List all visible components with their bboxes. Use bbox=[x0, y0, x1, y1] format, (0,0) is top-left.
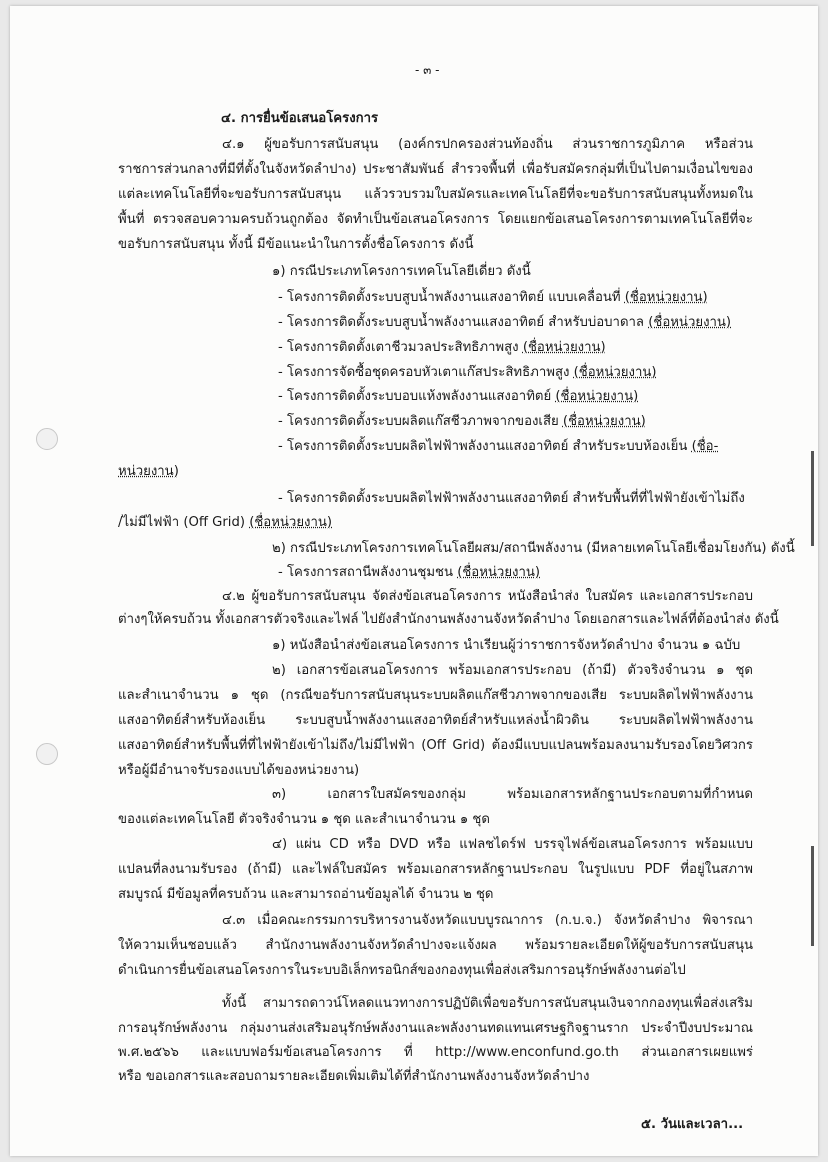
case-heading: ๑) กรณีประเภทโครงการเทคโนโลยีเดี่ยว ดังนี้ bbox=[272, 264, 531, 279]
case-heading: ๒) กรณีประเภทโครงการเทคโนโลยีผสม/สถานีพลังงาน (มีหลายเทคโนโลยีเชื่อมโยงกัน) ดังนี้ bbox=[272, 541, 795, 556]
agency-placeholder: (ชื่อหน่วยงาน) bbox=[457, 565, 541, 580]
paragraph-line: แต่ละเทคโนโลยีที่จะขอรับการสนับสนุน แล้วรวบรวมใบสมัครและเทคโนโลยีที่จะขอรับการสนับสนุนทั้งหมดใน bbox=[118, 187, 753, 202]
paragraph-line: และสำเนาจำนวน ๑ ชุด (กรณีขอรับการสนับสนุนระบบผลิตแก๊สชีวภาพจากของเสีย ระบบผลิตไฟฟ้าพลังงาน bbox=[118, 688, 753, 703]
continuation-marker: ๕. วันและเวลา... bbox=[641, 1117, 744, 1132]
project-item: - โครงการติดตั้งระบบสูบน้ำพลังงานแสงอาทิตย์ สำหรับบ่อบาดาล (ชื่อหน่วยงาน) bbox=[278, 315, 732, 330]
agency-placeholder: หน่วยงาน) bbox=[118, 464, 179, 479]
paragraph-line: ของแต่ละเทคโนโลยี ตัวจริงจำนวน ๑ ชุด และสำเนาจำนวน ๑ ชุด bbox=[118, 812, 490, 827]
paragraph-line: ราชการส่วนกลางที่มีที่ตั้งในจังหวัดลำปาง) ประชาสัมพันธ์ สำรวจพื้นที่ เพื่อรับสมัครกลุ่มที่เป็นไปตามเงื่อนไขของ bbox=[118, 162, 753, 177]
punch-hole bbox=[36, 743, 58, 765]
project-item: - โครงการจัดซื้อชุดครอบหัวเตาแก๊สประสิทธิภาพสูง (ชื่อหน่วยงาน) bbox=[278, 365, 657, 380]
paragraph-line: ต่างๆให้ครบถ้วน ทั้งเอกสารตัวจริงและไฟล์ ไปยังสำนักงานพลังงานจังหวัดลำปาง โดยเอกสารและไฟล์ที่ต้องนำส่ง ดังนี้ bbox=[118, 612, 779, 627]
paragraph-line: หรือผู้มีอำนาจรับรองแบบได้ของหน่วยงาน) bbox=[118, 763, 360, 778]
project-item: - โครงการติดตั้งระบบอบแห้งพลังงานแสงอาทิตย์ (ชื่อหน่วยงาน) bbox=[278, 389, 639, 404]
project-item: - โครงการติดตั้งระบบสูบน้ำพลังงานแสงอาทิตย์ แบบเคลื่อนที่ (ชื่อหน่วยงาน) bbox=[278, 290, 708, 305]
project-item-continued: /ไม่มีไฟฟ้า (Off Grid) (ชื่อหน่วยงาน) bbox=[118, 515, 333, 530]
paragraph-line: พ.ศ.๒๕๖๖ และแบบฟอร์มข้อเสนอโครงการ ที่ http://www.enconfund.go.th ส่วนเอกสารเผยแพร่ bbox=[118, 1045, 753, 1060]
paragraph-line: แสงอาทิตย์สำหรับห้องเย็น ระบบสูบน้ำพลังงานแสงอาทิตย์สำหรับแหล่งน้ำผิวดิน ระบบผลิตไฟฟ้าพลังงาน bbox=[118, 713, 753, 728]
scan-edge-mark bbox=[811, 846, 814, 946]
agency-placeholder: (ชื่อหน่วยงาน) bbox=[522, 340, 606, 355]
project-item: - โครงการติดตั้งเตาชีวมวลประสิทธิภาพสูง (ชื่อหน่วยงาน) bbox=[278, 340, 606, 355]
paragraph-line: แสงอาทิตย์สำหรับพื้นที่ที่ไฟฟ้ายังเข้าไม่ถึง/ไม่มีไฟฟ้า (Off Grid) ต้องมีแบบแปลนพร้อมลงนามรับรองโดยวิศวกร bbox=[118, 738, 753, 753]
project-item: - โครงการติดตั้งระบบผลิตแก๊สชีวภาพจากของเสีย (ชื่อหน่วยงาน) bbox=[278, 414, 646, 429]
document-item: ๓) เอกสารใบสมัครของกลุ่ม พร้อมเอกสารหลักฐานประกอบตามที่กำหนด bbox=[272, 787, 753, 802]
paragraph-line: สมบูรณ์ มีข้อมูลที่ครบถ้วน และสามารถอ่านข้อมูลได้ จำนวน ๒ ชุด bbox=[118, 887, 494, 902]
project-item: - โครงการติดตั้งระบบผลิตไฟฟ้าพลังงานแสงอาทิตย์ สำหรับระบบห้องเย็น (ชื่อ- bbox=[278, 439, 719, 454]
paragraph-line: ขอรับการสนับสนุน ทั้งนี้ มีข้อแนะนำในการตั้งชื่อโครงการ ดังนี้ bbox=[118, 237, 474, 252]
document-item: ๔) แผ่น CD หรือ DVD หรือ แฟลชไดร์ฟ บรรจุไฟล์ข้อเสนอโครงการ พร้อมแบบ bbox=[272, 837, 753, 852]
paragraph-line: ๔.๑ ผู้ขอรับการสนับสนุน (องค์กรปกครองส่วนท้องถิ่น ส่วนราชการภูมิภาค หรือส่วน bbox=[222, 137, 753, 152]
paragraph-line: การอนุรักษ์พลังงาน กลุ่มงานส่งเสริมอนุรักษ์พลังงานและพลังงานทดแทนเศรษฐกิจฐานราก ประจำปีงบประมาณ bbox=[118, 1021, 753, 1036]
page-number: - ๓ - bbox=[415, 63, 440, 77]
project-item: - โครงการติดตั้งระบบผลิตไฟฟ้าพลังงานแสงอาทิตย์ สำหรับพื้นที่ที่ไฟฟ้ายังเข้าไม่ถึง bbox=[278, 491, 745, 506]
paragraph-line: ดำเนินการยื่นข้อเสนอโครงการในระบบอิเล็กทรอนิกส์ของกองทุนเพื่อส่งเสริมการอนุรักษ์พลังงานต่อไป bbox=[118, 963, 686, 978]
paragraph-line: พื้นที่ ตรวจสอบความครบถ้วนถูกต้อง จัดทำเป็นข้อเสนอโครงการ โดยแยกข้อเสนอโครงการตามเทคโนโลยีที่จะ bbox=[118, 212, 753, 227]
document-page bbox=[10, 6, 818, 1156]
paragraph-line: หรือ ขอเอกสารและสอบถามรายละเอียดเพิ่มเติมได้ที่สำนักงานพลังงานจังหวัดลำปาง bbox=[118, 1069, 590, 1084]
document-item: ๑) หนังสือนำส่งข้อเสนอโครงการ นำเรียนผู้ว่าราชการจังหวัดลำปาง จำนวน ๑ ฉบับ bbox=[272, 638, 741, 653]
agency-placeholder: (ชื่อหน่วยงาน) bbox=[624, 290, 708, 305]
paragraph-line: ๔.๒ ผู้ขอรับการสนับสนุน จัดส่งข้อเสนอโครงการ หนังสือนำส่ง ใบสมัคร และเอกสารประกอบ bbox=[222, 589, 753, 604]
agency-placeholder: (ชื่อหน่วยงาน) bbox=[249, 515, 333, 530]
scan-edge-mark bbox=[811, 451, 814, 546]
paragraph-line: ๔.๓ เมื่อคณะกรรมการบริหารงานจังหวัดแบบบูรณาการ (ก.บ.จ.) จังหวัดลำปาง พิจารณา bbox=[222, 913, 753, 928]
agency-placeholder: (ชื่อ- bbox=[691, 439, 719, 454]
project-item: - โครงการสถานีพลังงานชุมชน (ชื่อหน่วยงาน) bbox=[278, 565, 541, 580]
agency-placeholder: (ชื่อหน่วยงาน) bbox=[562, 414, 646, 429]
document-item: ๒) เอกสารข้อเสนอโครงการ พร้อมเอกสารประกอบ (ถ้ามี) ตัวจริงจำนวน ๑ ชุด bbox=[272, 663, 753, 678]
section-heading: ๔. การยื่นข้อเสนอโครงการ bbox=[221, 111, 379, 126]
paragraph-line: ให้ความเห็นชอบแล้ว สำนักงานพลังงานจังหวัดลำปางจะแจ้งผล พร้อมรายละเอียดให้ผู้ขอรับการสนับสนุน bbox=[118, 938, 753, 953]
paragraph-line: ทั้งนี้ สามารถดาวน์โหลดแนวทางการปฏิบัติเพื่อขอรับการสนับสนุนเงินจากกองทุนเพื่อส่งเสริม bbox=[222, 996, 753, 1011]
agency-placeholder: (ชื่อหน่วยงาน) bbox=[648, 315, 732, 330]
agency-placeholder: (ชื่อหน่วยงาน) bbox=[555, 389, 639, 404]
paragraph-line: แปลนที่ลงนามรับรอง (ถ้ามี) และไฟล์ใบสมัคร พร้อมเอกสารหลักฐานประกอบ ในรูปแบบ PDF ที่อยู่ในสภาพ bbox=[118, 862, 753, 877]
agency-placeholder: (ชื่อหน่วยงาน) bbox=[573, 365, 657, 380]
punch-hole bbox=[36, 428, 58, 450]
